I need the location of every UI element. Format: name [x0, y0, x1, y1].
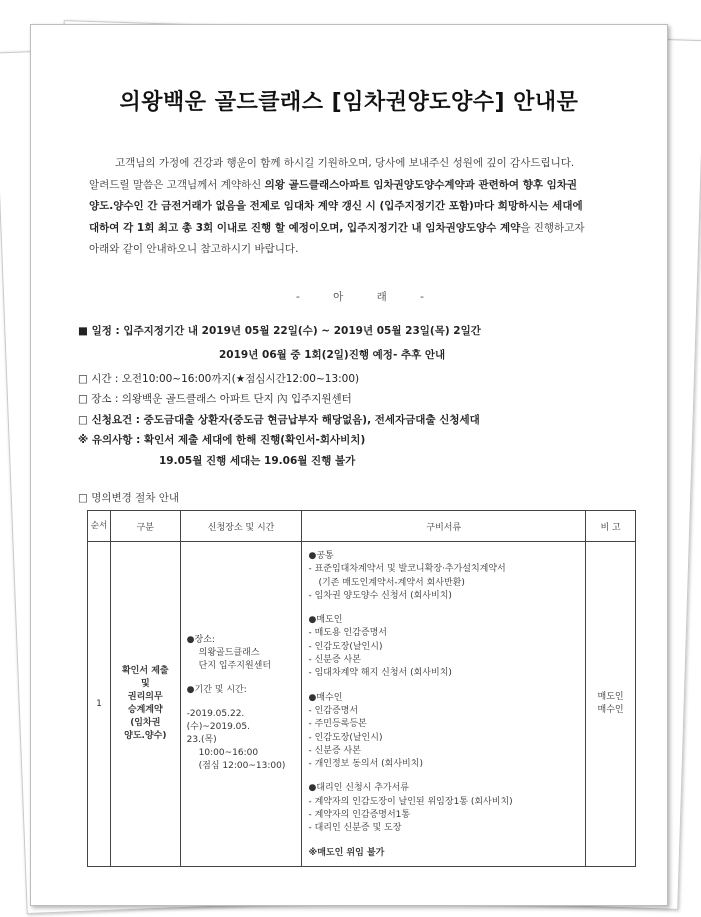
cell-place-time: ●장소: 의왕골드클래스 단지 입주지원센터 ●기간 및 시간: -2019.05.22.(수)~2019.05. 23.(목) 10:00~16:00 (점심 12:00~13:00): [180, 542, 302, 867]
cell-seq: 1: [88, 542, 111, 867]
notice-line: 19.05월 진행 세대는 19.06월 진행 불가: [159, 455, 356, 467]
intro-paragraph: [89, 153, 619, 261]
intro-line: 양도.양수인 간 금전거래가 없음을 전제로 임대차 계약 갱신 시 (입주지정기간 포함)마다 희망하시는 세대에: [89, 200, 583, 212]
intro-line: 아래와 같이 안내하오니 참고하시기 바랍니다.: [89, 243, 299, 255]
cell-category: 확인서 제출 및 권리의무 승계계약 (임차권 양도.양수): [110, 542, 180, 867]
time-line: □ 시간 : 오전10:00~16:00까지(★점심시간12:00~13:00): [78, 373, 360, 385]
intro-line: 알려드릴 말씀은 고객님께서 계약하신 의왕 골드클래스아파트 임차권양도양수계약과 관련하여 향후 임차권: [89, 178, 578, 191]
schedule-line: ■ 일정 : 입주지정기간 내 2019년 05월 22일(수) ~ 2019년 05월 23일(목) 2일간: [78, 325, 481, 337]
intro-line: 대하여 각 1회 최고 총 3회 이내로 진행 할 예정이오며, 입주지정기간 내 임차권양도양수 계약을 진행하고자: [89, 221, 585, 234]
schedule-line: 2019년 06월 중 1회(2일)진행 예정- 추후 안내: [219, 349, 446, 361]
intro-line: 고객님의 가정에 건강과 행운이 함께 하시길 기원하오며, 당사에 보내주신 성원에 깊이 감사드립니다.: [115, 157, 575, 169]
notice-line: ※ 유의사항 : 확인서 제출 세대에 한해 진행(확인서-회사비치): [78, 434, 366, 446]
document-title: 의왕백운 골드클래스 [임차권양도양수] 안내문: [119, 90, 579, 115]
header-seq: 순서: [88, 511, 111, 542]
procedure-table: [87, 510, 636, 867]
cell-required-docs: ●공통 - 표준임대차계약서 및 발코니확장·추가설치계약서 (기존 매도인계약서-계약서 회사반환) - 임차권 양도양수 신청서 (회사비치) ●매도인 - 매도용 인감증명서 - 인감도장(날인시) - 신분증 사본 - 임대차계약 해지 신청서 (회사비치) ●매수인 - 인감증명서 - 주민등록등본 - 인감도장(날인시) - 신분증 사본 - 개인정보 동의서 (회사비치) ●대리인 신청시 추가서류 - 계약자의 인감도장이 날인된 위임장1통 (회사비치) - 계약자의 인감증명서1통 - 대리인 신분증 및 도장 ※매도인 위임 불가: [302, 542, 586, 867]
header-place: 신청장소 및 시간: [180, 511, 302, 542]
section-divider-heading: - 아 래 -: [296, 291, 424, 303]
header-docs: 구비서류: [302, 511, 586, 542]
cell-note: 매도인 매수인: [586, 542, 636, 867]
header-note: 비 고: [586, 511, 636, 542]
table-header-row: [88, 511, 636, 542]
header-category: 구분: [110, 511, 180, 542]
table-caption: □ 명의변경 절차 안내: [78, 492, 180, 504]
place-line: □ 장소 : 의왕백운 골드클래스 아파트 단지 內 입주지원센터: [78, 393, 352, 405]
document-page: [30, 24, 668, 906]
table-row: [88, 542, 636, 867]
requirement-line: □ 신청요건 : 중도금대출 상환자(중도금 현금납부자 해당없음), 전세자금대출 신청세대: [78, 414, 480, 426]
